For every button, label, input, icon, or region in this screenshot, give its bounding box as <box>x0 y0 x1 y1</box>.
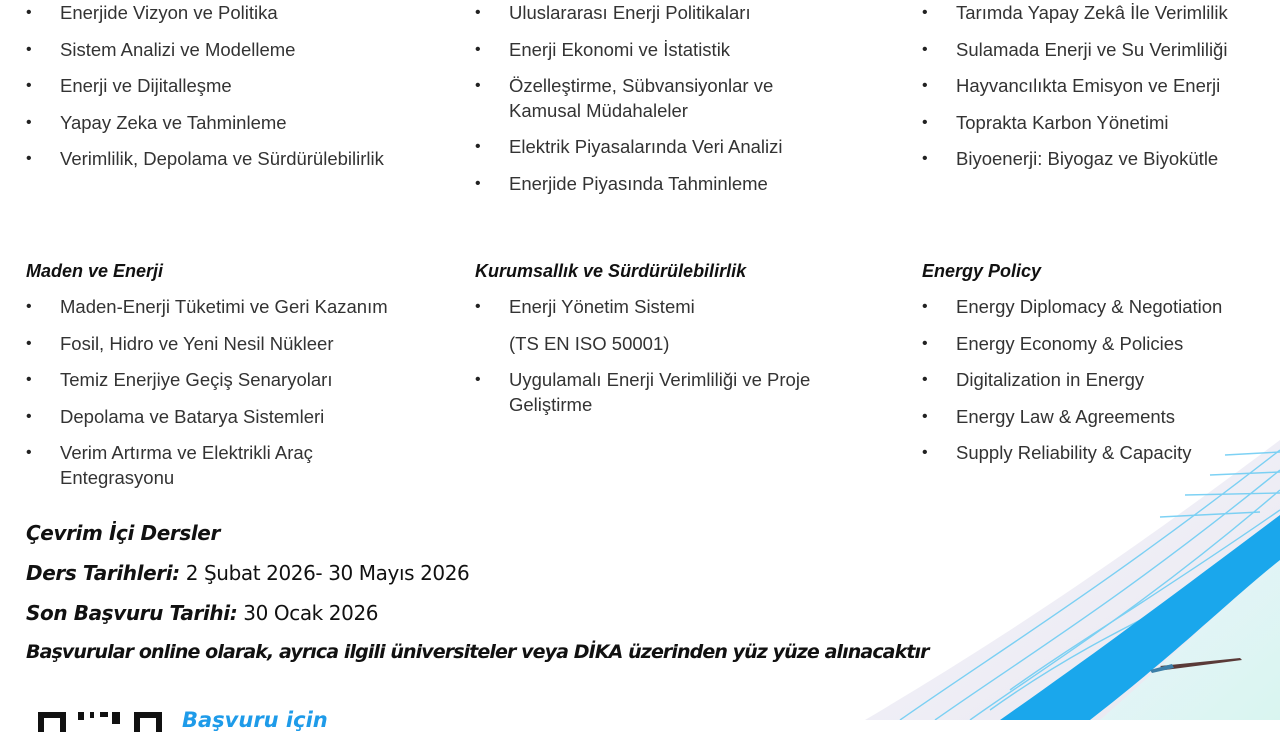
bullet-icon: • <box>26 334 32 352</box>
bullet-icon: • <box>26 40 32 58</box>
bullet-icon: • <box>475 371 481 388</box>
list-item-text: Biyoenerji: Biyogaz ve Biyokütle <box>956 148 1219 169</box>
list-item-text: Energy Economy & Policies <box>956 332 1184 354</box>
bullet-icon: • <box>475 298 481 315</box>
column-kurumsallik <box>475 260 849 429</box>
list-item <box>922 332 1222 357</box>
online-courses-title <box>26 521 220 545</box>
list-item <box>922 368 1222 393</box>
course-dates-label: Ders Tarihleri: <box>26 561 180 585</box>
list-item-text: Enerji Yönetim Sistemi <box>509 296 695 317</box>
list-item <box>922 38 1228 63</box>
apply-link[interactable]: Başvuru için <box>182 708 328 732</box>
list-item-text: Maden-Enerji Tüketimi ve Geri Kazanım <box>60 296 388 317</box>
list-item <box>475 74 809 123</box>
list-item-text: Elektrik Piyasalarında Veri Analizi <box>509 136 783 157</box>
bullet-icon: • <box>922 77 928 94</box>
column-top-3 <box>922 1 1228 184</box>
course-dates <box>26 561 469 585</box>
section-heading: Kurumsallık ve Sürdürülebilirlik <box>475 261 747 281</box>
list-item-text: Energy Diplomacy & Negotiation <box>956 296 1223 317</box>
bullet-icon: • <box>922 298 928 315</box>
list-item <box>475 1 835 26</box>
list-item-text: Uluslararası Enerji Politikaları <box>509 2 751 23</box>
list-item-text: Fosil, Hidro ve Yeni Nesil Nükleer <box>60 332 334 354</box>
list-item <box>475 172 835 197</box>
application-deadline <box>26 601 378 625</box>
list-item-text: Verimlilik, Depolama ve Sürdürülebilirlik <box>60 148 384 169</box>
topic-list <box>922 1 1228 172</box>
list-item <box>922 405 1222 430</box>
list-item <box>26 295 388 320</box>
online-courses-label: Çevrim İçi Dersler <box>26 521 220 545</box>
list-item <box>26 74 384 99</box>
list-item-text: Depolama ve Batarya Sistemleri <box>60 405 325 427</box>
list-item <box>475 38 835 63</box>
list-item-text: Enerjide Vizyon ve Politika <box>60 2 278 23</box>
bullet-icon: • <box>922 334 928 352</box>
bullet-icon: • <box>26 444 32 461</box>
bullet-icon: • <box>922 371 928 388</box>
bullet-icon: • <box>922 150 928 167</box>
application-note: Başvurular online olarak, ayrıca ilgili üniversiteler veya DİKA üzerinden yüz yüze alınacaktır <box>26 641 929 663</box>
list-item <box>26 147 384 172</box>
list-item <box>26 441 360 490</box>
list-item <box>922 1 1228 26</box>
bullet-icon: • <box>922 40 928 58</box>
bullet-icon: • <box>475 138 481 155</box>
bullet-icon: • <box>922 113 928 131</box>
section-heading: Maden ve Enerji <box>26 261 164 281</box>
list-item-text: Digitalization in Energy <box>956 369 1145 390</box>
deadline-label: Son Başvuru Tarihi: <box>26 601 238 625</box>
list-item-text: Verim Artırma ve Elektrikli Araç Entegrasyonu <box>60 442 313 488</box>
bullet-icon: • <box>26 77 32 94</box>
list-item-text: Hayvancılıkta Emisyon ve Enerji <box>956 75 1221 96</box>
list-item <box>475 368 849 417</box>
list-item-text: Toprakta Karbon Yönetimi <box>956 111 1169 133</box>
deadline-value: 30 Ocak 2026 <box>237 601 379 625</box>
bullet-icon: • <box>475 40 481 58</box>
column-energy-policy <box>922 260 1222 478</box>
list-item <box>26 1 384 26</box>
list-item-text: Enerji ve Dijitalleşme <box>60 75 232 96</box>
list-item-subtext: (TS EN ISO 50001) <box>509 332 670 354</box>
list-item-text: Enerji Ekonomi ve İstatistik <box>509 38 731 60</box>
list-item-text: Sistem Analizi ve Modelleme <box>60 38 296 60</box>
section-heading: Energy Policy <box>922 261 1042 281</box>
list-item <box>922 111 1228 136</box>
list-item-text: Uygulamalı Enerji Verimliliği ve Proje Geliştirme <box>509 369 811 415</box>
bullet-icon: • <box>26 407 32 425</box>
list-item <box>922 74 1228 99</box>
topic-list <box>475 1 835 196</box>
bullet-icon: • <box>26 371 32 388</box>
list-item <box>26 38 384 63</box>
column-top-1 <box>26 1 384 184</box>
list-item-text: Enerjide Piyasında Tahminleme <box>509 172 768 194</box>
list-item-text: Energy Law & Agreements <box>956 405 1176 427</box>
list-item <box>26 332 388 357</box>
list-item <box>922 147 1228 172</box>
bullet-icon: • <box>475 174 481 192</box>
column-maden-enerji <box>26 260 388 502</box>
list-item <box>475 135 835 160</box>
bullet-icon: • <box>26 298 32 315</box>
list-item-text: Supply Reliability & Capacity <box>956 442 1192 463</box>
bullet-icon: • <box>475 77 481 94</box>
bullet-icon: • <box>475 4 481 21</box>
bullet-icon: • <box>922 407 928 425</box>
topic-list <box>475 295 849 417</box>
course-dates-value: 2 Şubat 2026- 30 Mayıs 2026 <box>179 561 470 585</box>
column-top-2 <box>475 1 835 208</box>
list-item <box>475 295 849 356</box>
list-item-text: Tarımda Yapay Zekâ İle Verimlilik <box>956 2 1228 23</box>
list-item <box>922 295 1222 320</box>
topic-list <box>26 1 384 172</box>
list-item-text: Temiz Enerjiye Geçiş Senaryoları <box>60 369 333 390</box>
list-item-text: Sulamada Enerji ve Su Verimliliği <box>956 38 1228 60</box>
list-item <box>26 368 388 393</box>
bullet-icon: • <box>26 113 32 131</box>
list-item <box>26 405 388 430</box>
bullet-icon: • <box>922 444 928 461</box>
list-item <box>26 111 384 136</box>
list-item-text: Yapay Zeka ve Tahminleme <box>60 111 287 133</box>
topic-list <box>26 295 388 490</box>
qr-code-icon[interactable] <box>38 712 162 732</box>
bullet-icon: • <box>26 150 32 167</box>
topic-list <box>922 295 1222 466</box>
list-item-text: Özelleştirme, Sübvansiyonlar ve Kamusal Müdahaleler <box>509 75 774 121</box>
bullet-icon: • <box>26 4 32 21</box>
list-item <box>922 441 1222 466</box>
bullet-icon: • <box>922 4 928 21</box>
